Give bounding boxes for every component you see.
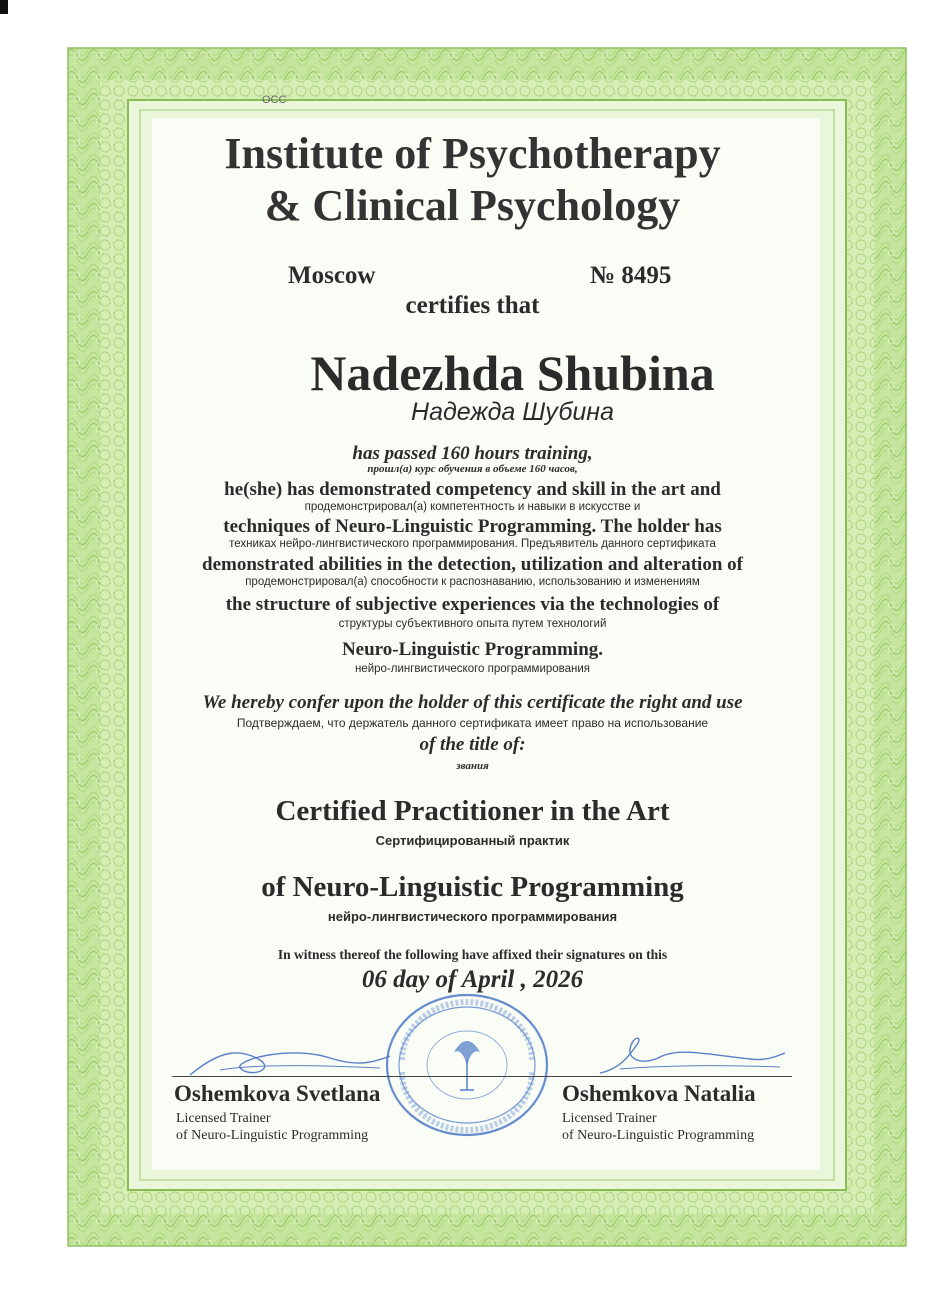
official-stamp [382, 990, 552, 1140]
title-of-ru: звания [456, 760, 489, 772]
body-line4-ru: структуры субъективного опыта путем технологий [338, 618, 607, 630]
confer-statement-en: We hereby confer upon the holder of this certificate the right and use [202, 692, 743, 713]
body-line3-en: demonstrated abilities in the detection, utilization and alteration of [202, 554, 743, 575]
witness-statement: In witness thereof the following have affixed their signatures on this [277, 947, 668, 962]
body-line1-ru: продемонстрировал(а) компетентность и навыки в искусстве и [304, 501, 641, 513]
award-title-line2-en: of Neuro-Linguistic Programming [261, 871, 684, 903]
body-line5-en: Neuro-Linguistic Programming. [341, 639, 604, 660]
passed-training-en: has passed 160 hours training, [352, 443, 593, 464]
body-line1-en: he(she) has demonstrated competency and skill in the art and [224, 479, 721, 500]
body-line2-ru: техниках нейро-лингвистического программирования. Предъявитель данного сертификата [229, 538, 716, 550]
institute-title-line1: Institute of Psychotherapy [224, 129, 721, 178]
passed-training-ru: прошл(а) курс обучения в объеме 160 часов, [367, 463, 578, 475]
institute-title-line2: & Clinical Psychology [264, 181, 681, 230]
signatory-1-name: Oshemkova Svetlana [174, 1081, 381, 1106]
body-line2-en: techniques of Neuro-Linguistic Programming. The holder has [223, 516, 722, 537]
award-title-line2-ru: нейро-лингвистического программирования [327, 909, 618, 924]
body-line3-ru: продемонстрировал(а) способности к распознаванию, использованию и изменениям [245, 576, 700, 588]
body-line4-en: the structure of subjective experiences via the technologies of [225, 594, 720, 615]
signatory-1-field: of Neuro-Linguistic Programming [176, 1128, 369, 1143]
body-line5-ru: нейро-лингвистического программирования [354, 663, 591, 675]
confer-statement-ru: Подтверждаем, что держатель данного сертификата имеет право на использование [236, 716, 709, 730]
certificate-number: № 8495 [590, 262, 672, 289]
signatory-2-role: Licensed Trainer [562, 1111, 657, 1126]
issue-date: 06 day of April , 2026 [361, 966, 584, 993]
title-of-en: of the title of: [419, 734, 526, 755]
signatory-1-role: Licensed Trainer [176, 1111, 271, 1126]
city-label: Moscow [288, 262, 376, 289]
holder-name-ru: Надежда Шубина [411, 398, 614, 426]
award-title-line1-ru: Сертифицированный практик [375, 833, 570, 848]
signature-line [172, 1076, 792, 1077]
certifies-that-label: certifies that [405, 292, 540, 319]
signatory-2-field: of Neuro-Linguistic Programming [562, 1128, 755, 1143]
serial-mark: ОСС [262, 94, 287, 106]
holder-name-en: Nadezhda Shubina [310, 345, 715, 401]
signatory-2-name: Oshemkova Natalia [562, 1081, 756, 1106]
award-title-line1-en: Certified Practitioner in the Art [275, 795, 670, 827]
